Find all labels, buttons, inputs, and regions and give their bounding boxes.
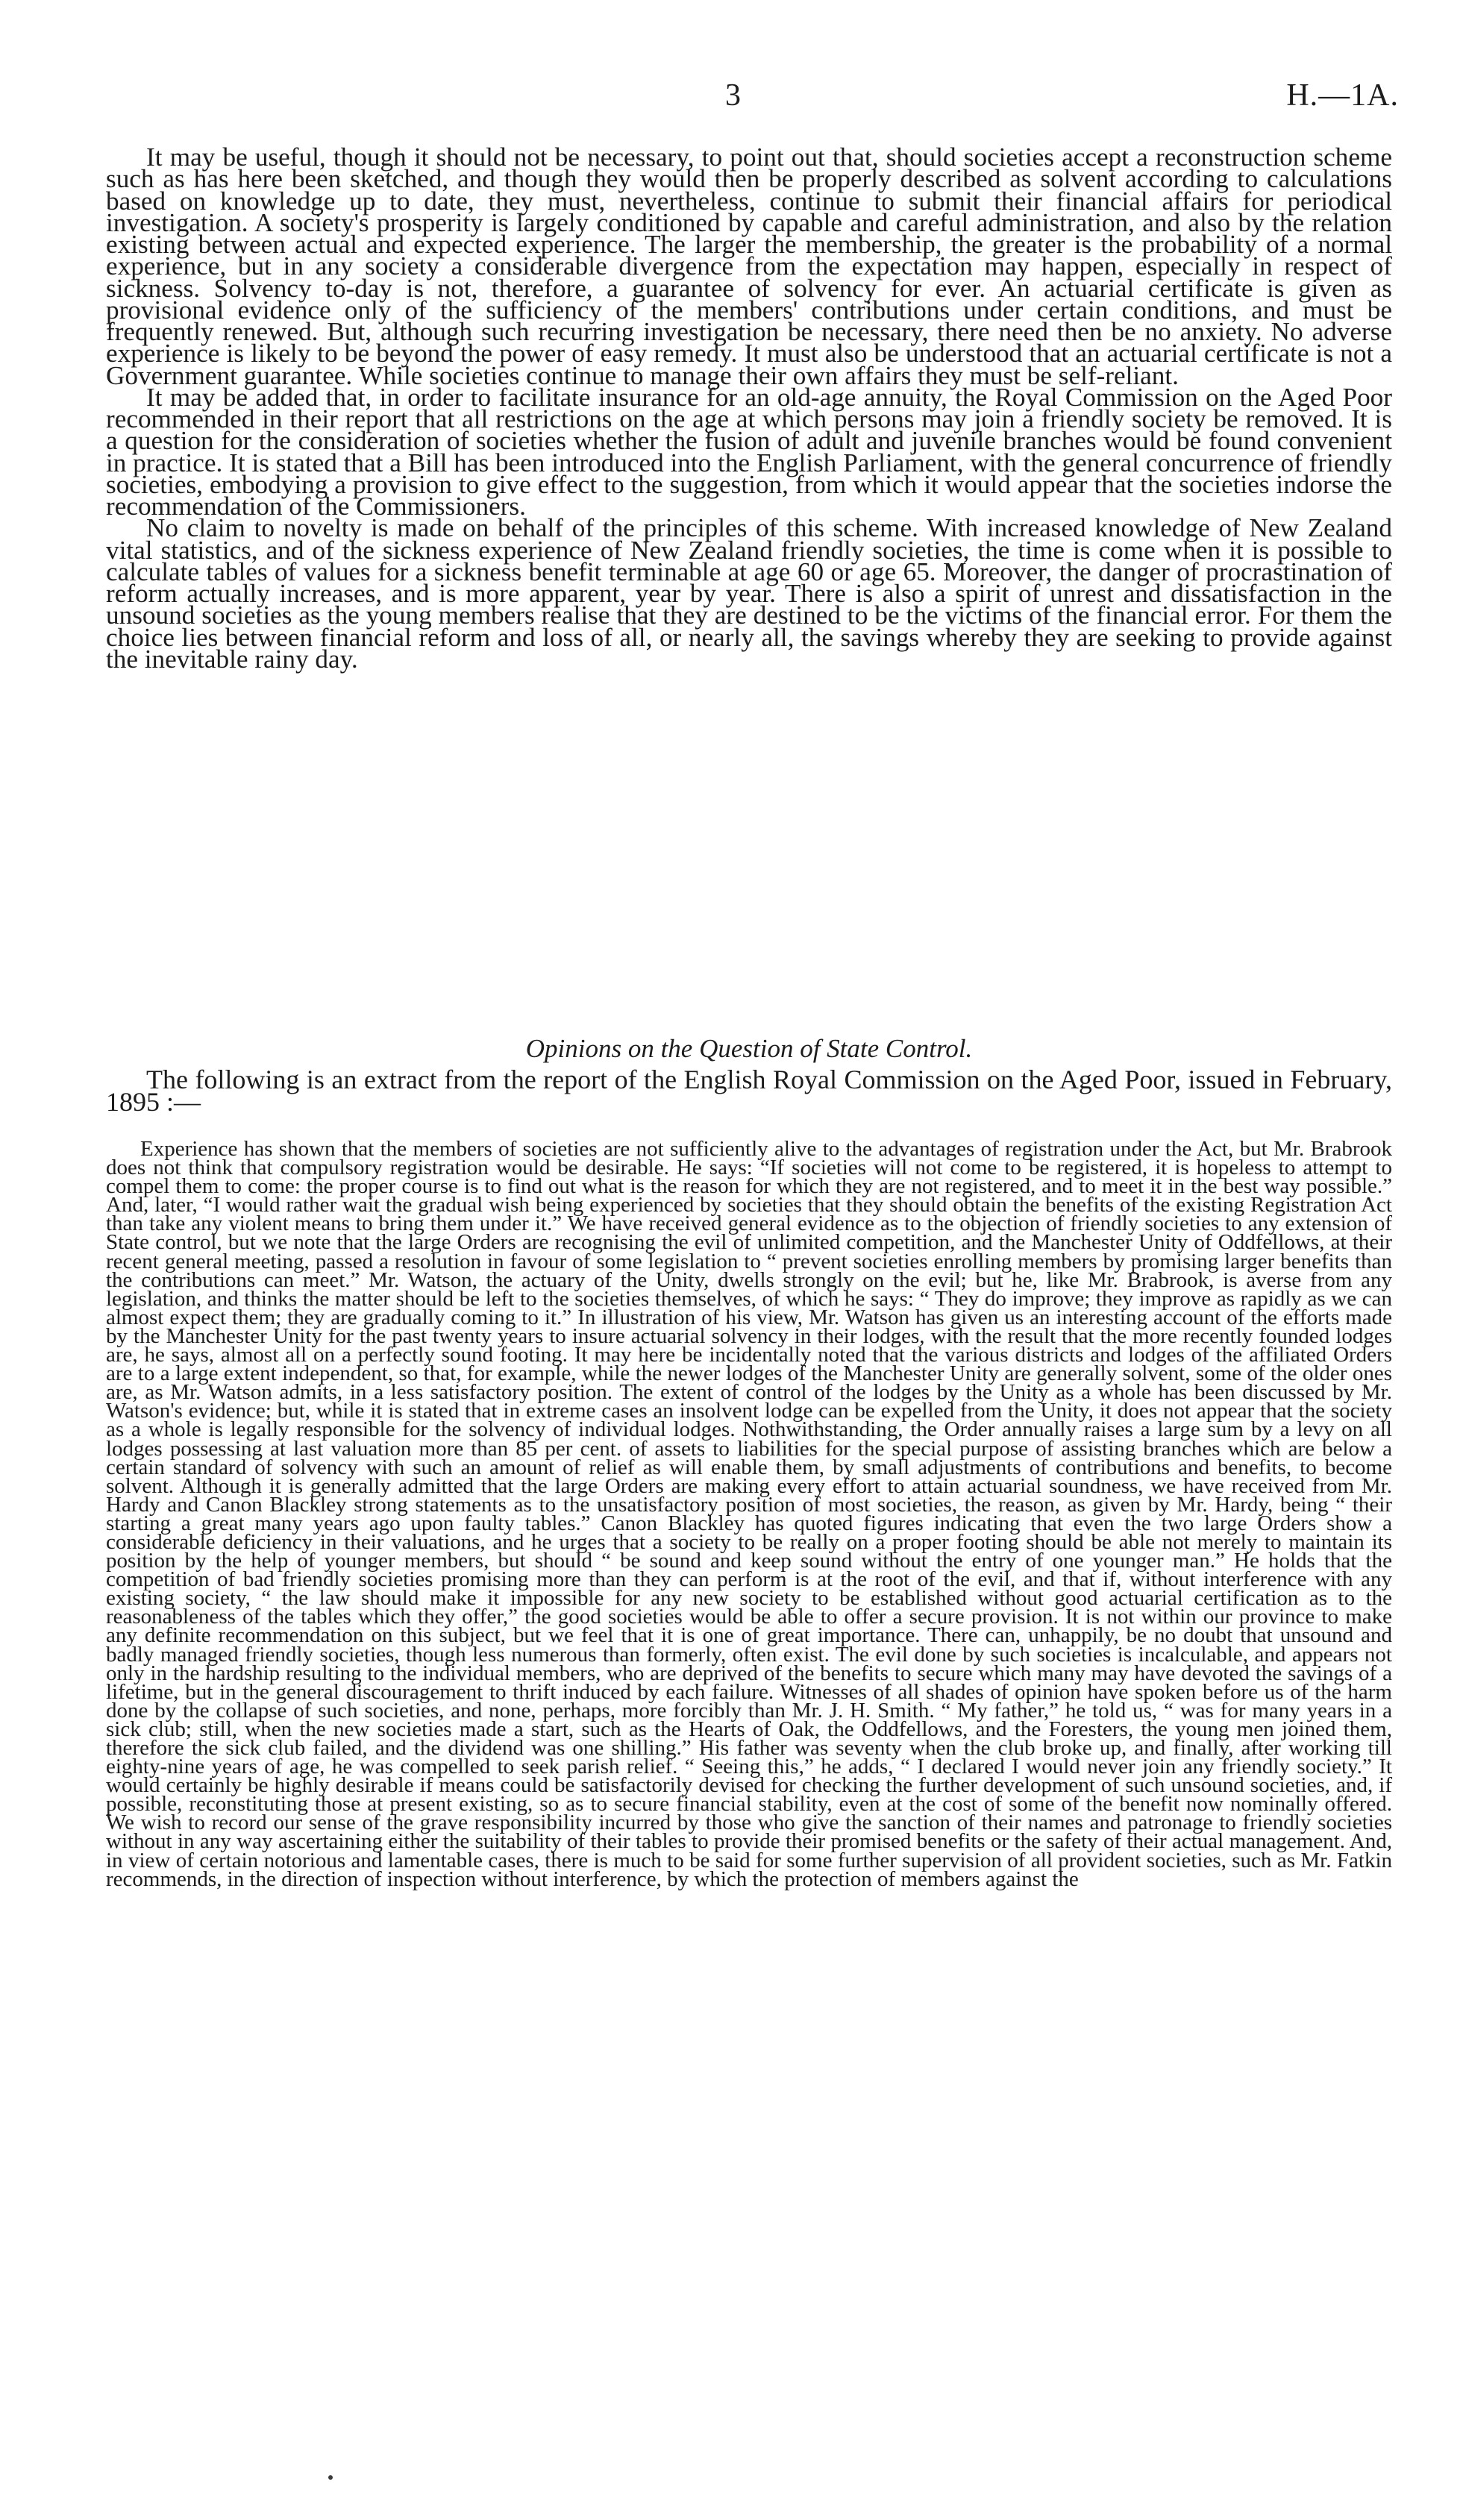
document-reference: H.—1A. [1286, 78, 1399, 113]
extract-intro: The following is an extract from the report of the English Royal Commission on the Aged Poor, issued in February, 1895 :— [106, 1065, 1392, 1117]
page-number: 3 [725, 78, 741, 113]
body-text [106, 142, 1392, 674]
commission-extract: Experience has shown that the members of societies are not sufficiently alive to the advantages of registration under the Act, but Mr. Brabrook does not think that compulsory registration would be desirable. He says: “If societies will not come to be registered, it is hopeless to attempt to compel them to come: the proper course is to find out what is the reason for which they are not registered, and to meet it in the best way possible.” And, later, “I would rather wait the gradual wish being experienced by societies that they should obtain the benefits of the existing Registration Act than take any violent means to bring them under it.” We have received general evidence as to the objection of friendly societies to any extension of State control, but we note that the large Orders are recognising the evil of unlimited competition, and the Manchester Unity of Oddfellows, at their recent general meeting, passed a resolution in favour of some legislation to “ prevent societies enrolling members by promising larger benefits than the contributions can meet.” Mr. Watson, the actuary of the Unity, dwells strongly on the evil; but he, like Mr. Brabrook, is averse from any legislation, and thinks the matter should be left to the societies themselves, of which he says: “ They do improve; they improve as rapidly as we can almost expect them; they are gradually coming to it.” In illustration of his view, Mr. Watson has given us an interesting account of the efforts made by the Manchester Unity for the past twenty years to insure actuarial solvency in their lodges, with the result that the more recently founded lodges are, he says, almost all on a perfectly sound footing. It may here be incidentally noted that the various districts and lodges of the affiliated Orders are to a large extent independent, so that, for example, while the newer lodges of the Manchester Unity are generally solvent, some of the older ones are, as Mr. Watson admits, in a less satisfactory position. The extent of control of the lodges by the Unity as a whole has been discussed by Mr. Watson's evidence; but, while it is stated that in extreme cases an insolvent lodge can be expelled from the Unity, it does not appear that the society as a whole is legally responsible for the solvency of individual lodges. Nothwithstanding, the Order annually raises a large sum by a levy on all lodges possessing at last valuation more than 85 per cent. of assets to liabilities for the special purpose of assisting branches which are below a certain standard of solvency with such an amount of relief as will enable them, by small adjustments of contributions and benefits, to become solvent. Although it is generally admitted that the large Orders are making every effort to attain actuarial soundness, we have received from Mr. Hardy and Canon Blackley strong statements as to the unsatisfactory position of most societies, the reason, as given by Mr. Hardy, being “ their starting a great many years ago upon faulty tables.” Canon Blackley has quoted figures indicating that even the two large Orders show a considerable deficiency in their valuations, and he urges that a society to be really on a proper footing should be able not merely to maintain its position by the help of younger members, but should “ be sound and keep sound without the entry of one younger man.” He holds that the competition of bad friendly societies promising more than they can perform is at the root of the evil, and that if, without interference with any existing society, “ the law should make it impossible for any new society to be established without good actuarial certification as to the reasonableness of the tables which they offer,” the good societies would be able to offer a secure provision. It is not within our province to make any definite recommendation on this subject, but we feel that it is one of great importance. There can, unhappily, be no doubt that unsound and badly managed friendly societies, though less numerous than formerly, often exist. The evil done by such societies is incalculable, and appears not only in the hardship resulting to the individual members, who are deprived of the benefits to secure which many may have devoted the savings of a lifetime, but in the general discouragement to thrift induced by each failure. Witnesses of all shades of opinion have spoken before us of the harm done by the collapse of such societies, and none, perhaps, more forcibly than Mr. J. H. Smith. “ My father,” he told us, “ was for many years in a sick club; still, when the new societies made a start, such as the Hearts of Oak, the Oddfellows, and the Foresters, the young men joined them, therefore the sick club failed, and the dividend was one shilling.” His father was seventy when the club broke up, and finally, after working till eighty-nine years of age, he was compelled to seek parish relief. “ Seeing this,” he adds, “ I declared I would never join any friendly society.” It would certainly be highly desirable if means could be satisfactorily devised for checking the further development of such unsound societies, and, if possible, reconstituting those at present existing, so as to secure financial stability, even at the cost of some of the benefit now nominally offered. We wish to record our sense of the grave responsibility incurred by those who give the sanction of their names and patronage to friendly societies without in any way ascertaining either the suitability of their tables to provide their promised benefits or the safety of their actual management. And, in view of certain notorious and lamentable cases, there is much to be said for some further supervision of all provident societies, such as Mr. Fatkin recommends, in the direction of inspection without interference, by which the protection of members against the [106, 1137, 1392, 1891]
paragraph-old-age-annuity: It may be added that, in order to facilitate insurance for an old-age annuity, the Royal Commission on the Aged Poor recommended in their report that all restrictions on the age at which persons may join a friendly society be removed. It is a question for the consideration of societies whether the fusion of adult and juvenile branches would be found convenient in practice. It is stated that a Bill has been introduced into the English Parliament, with the general concurrence of friendly societies, embodying a provision to give effect to the suggestion, from which it would appear that the societies indorse the recommendation of the Commissioners. [106, 382, 1392, 521]
page-header [0, 73, 1463, 118]
page-mark [328, 2475, 333, 2480]
paragraph-novelty: No claim to novelty is made on behalf of the principles of this scheme. With increased knowledge of New Zealand vital statistics, and of the sickness experience of New Zealand friendly societies, the time is come when it is possible to calculate tables of values for a sickness benefit terminable at age 60 or age 65. Moreover, the danger of procrastination of reform actually increases, and is more apparent, year by year. There is also a spirit of unrest and dissatisfaction in the unsound societies as the young members realise that they are destined to be the victims of the financial error. For them the choice lies between financial reform and loss of all, or nearly all, the savings whereby they are seeking to provide against the inevitable rainy day. [106, 513, 1392, 674]
paragraph-solvency: It may be useful, though it should not be necessary, to point out that, should societies accept a reconstruction scheme such as has here been sketched, and though they would then be properly described as solvent according to calculations based on knowledge up to date, they must, nevertheless, continue to submit their financial affairs for periodical investigation. A society's prosperity is largely conditioned by capable and careful administration, and also by the relation existing between actual and expected experience. The larger the membership, the greater is the probability of a normal experience, but in any society a considerable divergence from the expectation may happen, especially in respect of sickness. Solvency to-day is not, therefore, a guarantee of solvency for ever. An actuarial certificate is given as provisional evidence only of the sufficiency of the members' contributions under certain conditions, and must be frequently renewed. But, although such recurring investigation be necessary, there need then be no anxiety. No adverse experience is likely to be beyond the power of easy remedy. It must also be understood that an actuarial certificate is not a Government guarantee. While societies continue to manage their own affairs they must be self-reliant. [106, 142, 1392, 390]
section-heading: Opinions on the Question of State Control. [525, 1034, 973, 1063]
